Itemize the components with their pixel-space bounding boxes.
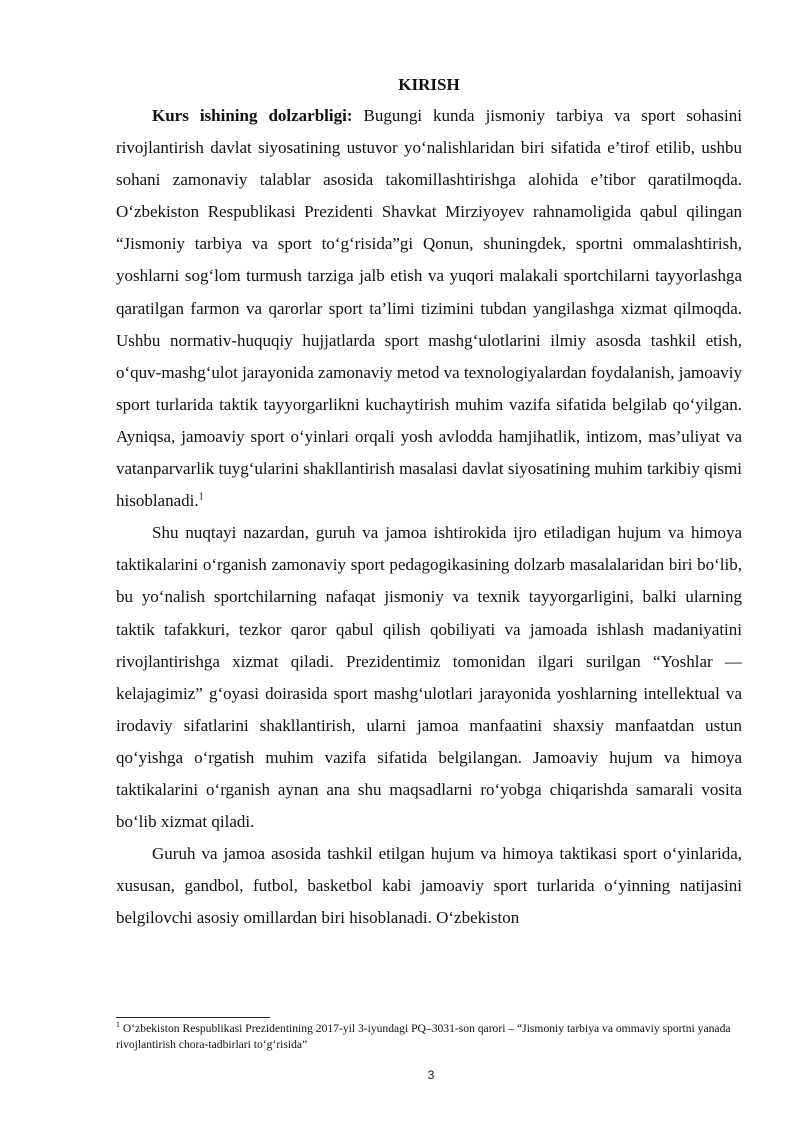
paragraph-relevance bbox=[116, 100, 742, 517]
footnote-marker: 1 bbox=[116, 1020, 120, 1030]
page-number: 3 bbox=[427, 1068, 435, 1082]
paragraph-team-sports: Guruh va jamoa asosida tashkil etilgan hujum va himoya taktikasi sport o‘yinlarida, xususan, gandbol, futbol, basketbol kabi jamoaviy sport turlarida o‘yinning natijasini belgilovchi asosiy omillardan biri hisoblanadi. O‘zbekiston bbox=[116, 844, 742, 928]
section-heading: KIRISH bbox=[398, 75, 460, 94]
paragraph-tactics: Shu nuqtayi nazardan, guruh va jamoa ishtirokida ijro etiladigan hujum va himoya taktikalarini o‘rganish zamonaviy sport pedagogikasining dolzarb masalalaridan biri bo‘lib, bu yo‘nalish sportchilarning nafaqat jismoniy va texnik tayyorgarligini, balki ularning taktik tafakkuri, tezkor qaror qabul qilish qobiliyati va jamoada ishlash madaniyatini rivojlantirishga xizmat qiladi. Prezidentimiz tomonidan ilgari surilgan “Yoshlar — kelajagimiz” g‘oyasi doirasida sport mashg‘ulotlari jarayonida yoshlarning intellektual va irodaviy sifatlarini shakllantirish, ularni jamoa manfaatini shaxsiy manfaatdan ustun qo‘yishga o‘rgatish muhim vazifa sifatida belgilangan. Jamoaviy hujum va himoya taktikalarini o‘rganish aynan ana shu maqsadlarni ro‘yobga chiqarishda samarali vosita bo‘lib xizmat qiladi. bbox=[116, 523, 742, 832]
document-page bbox=[116, 74, 742, 934]
footnote bbox=[116, 1021, 742, 1053]
footnote-reference[interactable]: 1 bbox=[198, 491, 204, 503]
footnote-text: O‘zbekiston Respublikasi Prezidentining 2017-yil 3-iyundagi PQ–3031-son qarori – “Jismoniy tarbiya va ommaviy sportni yanada rivojlantirish chora-tadbirlari to‘g‘risida” bbox=[116, 1022, 731, 1051]
footnote-divider bbox=[116, 1017, 270, 1018]
paragraph-body: Bugungi kunda jismoniy tarbiya va sport sohasini rivojlantirish davlat siyosatining ustuvor yo‘nalishlaridan biri sifatida e’tirof etilib, ushbu sohani zamonaviy talablar asosida takomillashtirishga alohida e’tibor qaratilmoqda. O‘zbekiston Respublikasi Prezidenti Shavkat Mirziyoyev rahnamoligida qabul qilingan “Jismoniy tarbiya va sport to‘g‘risida”gi Qonun, shuningdek, sportni ommalashtirish, yoshlarni sog‘lom turmush tarziga jalb etish va yuqori malakali sportchilarni tayyorlashga qaratilgan farmon va qarorlar sport ta’limi tizimini tubdan yangilashga xizmat qilmoqda. Ushbu normativ-huquqiy hujjatlarda sport mashg‘ulotlarini ilmiy asosda tashkil etish, o‘quv-mashg‘ulot jarayonida zamonaviy metod va texnologiyalardan foydalanish, jamoaviy sport turlarida taktik tayyorgarlikni kuchaytirish muhim vazifa sifatida belgilab qo‘yilgan. Ayniqsa, jamoaviy sport o‘yinlari orqali yosh avlodda hamjihatlik, intizom, mas’uliyat va vatanparvarlik tuyg‘ularini shakllantirish masalasi davlat siyosatining muhim tarkibiy qismi hisoblanadi. bbox=[116, 106, 742, 511]
paragraph-lead: Kurs ishining dolzarbligi: bbox=[152, 106, 353, 125]
